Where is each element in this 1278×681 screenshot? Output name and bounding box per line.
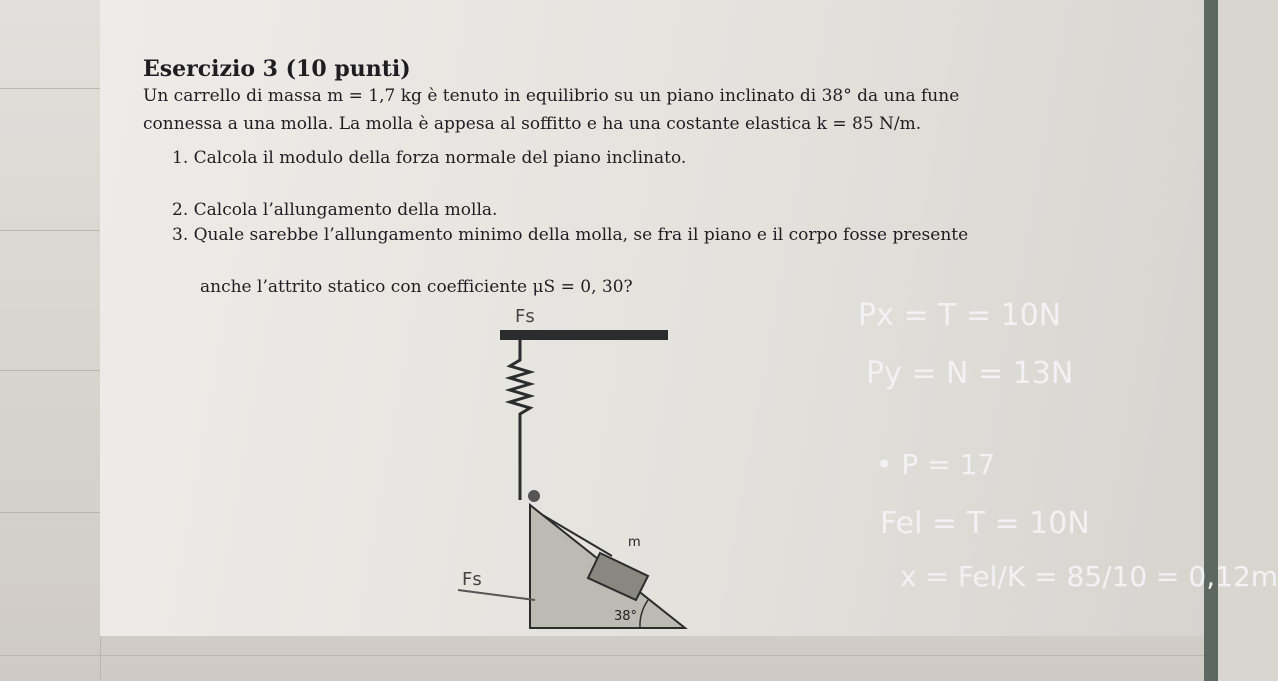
mass-label: m (628, 535, 641, 550)
spring (510, 340, 530, 500)
problem-text-line-1: Un carrello di massa m = 1,7 kg è tenuto in equilibrio su un piano inclinato di 38° da una fune (143, 86, 960, 106)
pencil-arrow (458, 590, 535, 600)
question-1: 1. Calcola il modulo della forza normale del piano inclinato. (172, 148, 687, 168)
angle-label: 38° (614, 609, 638, 624)
handwritten-fs-top: Fs (515, 306, 535, 327)
pulley (528, 490, 540, 502)
ceiling-bar (500, 330, 668, 340)
handwritten-line-2: Py = N = 13N (866, 356, 1074, 391)
exercise-title: Esercizio 3 (10 punti) (143, 56, 411, 82)
problem-text-line-2: connessa a una molla. La molla è appesa al soffitto e ha una costante elastica k = 85 N/m. (143, 114, 922, 134)
question-2: 2. Calcola l’allungamento della molla. (172, 200, 498, 220)
handwritten-line-5: x = Fel/K = 85/10 = 0,12m (900, 560, 1278, 593)
handwritten-line-1: Px = T = 10N (858, 298, 1062, 333)
handwritten-fs-left: Fs (462, 569, 482, 590)
question-3-line-1: 3. Quale sarebbe l’allungamento minimo della molla, se fra il piano e il corpo fosse presente (172, 225, 969, 245)
handwritten-line-3: • P = 17 (876, 448, 996, 481)
handwritten-line-4: Fel = T = 10N (880, 506, 1090, 541)
question-3-line-2: anche l’attrito statico con coefficiente μS = 0, 30? (200, 277, 633, 297)
